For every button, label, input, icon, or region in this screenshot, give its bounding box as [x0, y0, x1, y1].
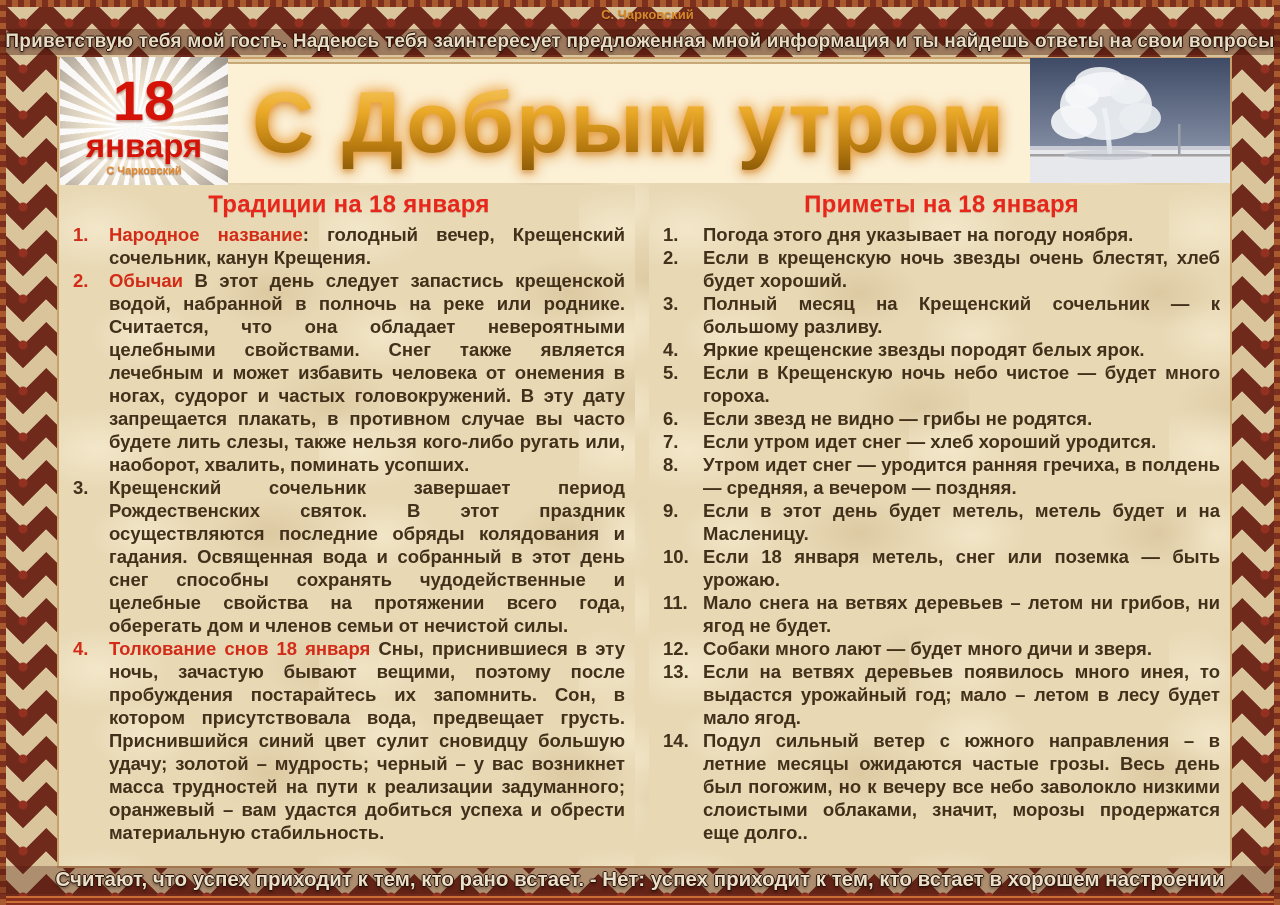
- item-number: 12.: [663, 638, 689, 659]
- item-text: Если в Крещенскую ночь небо чистое — будет много гороха.: [703, 362, 1220, 406]
- tradition-item-2: [73, 269, 625, 476]
- item-text: Если в этот день будет метель, метель будет и на Масленицу.: [703, 500, 1220, 544]
- item-text: Если звезд не видно — грибы не родятся.: [703, 408, 1093, 429]
- omen-item-1: [663, 223, 1220, 246]
- item-number: 14.: [663, 730, 689, 751]
- item-text: Погода этого дня указывает на погоду ноября.: [703, 224, 1134, 245]
- omen-item-8: [663, 453, 1220, 499]
- item-number: 3.: [73, 477, 89, 498]
- item-text: Собаки много лают — будет много дичи и зверя.: [703, 638, 1152, 659]
- item-number: 10.: [663, 546, 689, 567]
- border-stripe-left: [0, 0, 6, 905]
- omen-item-3: [663, 292, 1220, 338]
- item-number: 11.: [663, 592, 688, 613]
- item-text: Мало снега на ветвях деревьев – летом ни грибов, ни ягод не будет.: [703, 592, 1220, 636]
- tradition-item-1: [73, 223, 625, 269]
- omen-item-5: [663, 361, 1220, 407]
- item-text: Если на ветвях деревьев появилось много инея, то выдастся урожайный год; мало – летом в лесу будет мало ягод.: [703, 661, 1220, 728]
- item-number: 3.: [663, 293, 679, 314]
- item-text: Полный месяц на Крещенский сочельник — к большому разливу.: [703, 293, 1220, 337]
- omen-item-9: [663, 499, 1220, 545]
- item-number: 8.: [663, 454, 679, 475]
- item-text: Яркие крещенские звезды породят белых ярок.: [703, 339, 1145, 360]
- item-number: 9.: [663, 500, 679, 521]
- omens-panel: [649, 185, 1230, 866]
- calendar-watermark: С Чарковский: [106, 164, 182, 177]
- quote-banner-text: Считают, что успех приходит к тем, кто рано встает. - Нет: успех приходит к тем, кто встает в хорошем настроении: [55, 868, 1225, 891]
- tradition-item-4: [73, 637, 625, 844]
- item-number: 7.: [663, 431, 679, 452]
- item-number: 13.: [663, 661, 689, 682]
- item-text: Обычаи В этот день следует запастись крещенской водой, набранной в полночь на реке или роднике. Считается, что она обладает невероятными целебными свойствами. Снег также является лечебным и может избавить человека от онемения в ногах, судорог и частых головокружений. В эту дату запрещается плакать, в противном случае вы часто будете лить слезы, также нельзя кого-либо ругать или, наоборот, хвалить, поминать усопших.: [109, 270, 625, 475]
- parchment-page: [57, 57, 1232, 868]
- calendar-month: января: [85, 127, 203, 164]
- pole: [1178, 124, 1181, 154]
- item-text: Народное название: голодный вечер, Крещенский сочельник, канун Крещения.: [109, 224, 625, 268]
- item-text: Если 18 января метель, снег или поземка — быть урожаю.: [703, 546, 1220, 590]
- omen-item-11: [663, 591, 1220, 637]
- item-text: Подул сильный ветер с южного направления – в летние месяцы ожидаются частые грозы. Весь день был погожим, но к вечеру все небо заволокло низкими слоистыми облаками, значит, морозы продержатся еще долго..: [703, 730, 1220, 843]
- author-watermark: С. Чарковский: [601, 7, 694, 22]
- omens-heading: Приметы на 18 января: [804, 191, 1079, 218]
- item-number: 4.: [663, 339, 679, 360]
- omen-item-12: [663, 637, 1220, 660]
- title-panel: [228, 62, 1030, 183]
- item-text: Толкование снов 18 января Сны, приснившиеся в эту ночь, зачастую бывают вещими, поэтому после пробуждения постарайтесь их запомнить. Сон, в котором присутствовала вода, предвещает грусть. Приснившийся синий цвет сулит сновидцу большую удачу; золотой – мудрость; черный – у вас возникнет масса трудностей на пути к реализации задуманного; оранжевый – вам удастся добиться успеха и обрести материальную стабильность.: [109, 638, 625, 843]
- item-number: 1.: [73, 224, 89, 245]
- item-number: 2.: [73, 270, 89, 291]
- item-number: 4.: [73, 638, 89, 659]
- border-stripe-bottom: [0, 896, 1280, 905]
- item-number: 5.: [663, 362, 679, 383]
- calendar-day: 18: [112, 69, 176, 132]
- omen-item-6: [663, 407, 1220, 430]
- border-stripe-top: [0, 0, 1280, 7]
- greeting-banner-text: Приветствую тебя мой гость. Надеюсь тебя заинтересует предложенная мной информация и ты найдешь ответы на свои вопросы: [5, 31, 1275, 52]
- item-text: Если утром идет снег — хлеб хороший уродится.: [703, 431, 1157, 452]
- traditions-panel: [59, 185, 635, 866]
- item-text: Утром идет снег — уродится ранняя гречиха, в полдень — средняя, а вечером — поздняя.: [703, 454, 1220, 498]
- winter-tree-photo: [1030, 58, 1230, 183]
- border-stripe-right: [1274, 0, 1280, 905]
- calendar-date-badge: [60, 57, 228, 185]
- page-title: С Добрым утром: [251, 75, 1006, 171]
- quote-banner: [0, 866, 1280, 894]
- item-text: Если в крещенскую ночь звезды очень блестят, хлеб будет хороший.: [703, 247, 1220, 291]
- item-number: 1.: [663, 224, 679, 245]
- item-number: 6.: [663, 408, 679, 429]
- traditions-heading: Традиции на 18 января: [208, 191, 490, 218]
- omen-item-14: [663, 729, 1220, 844]
- omen-item-10: [663, 545, 1220, 591]
- tradition-item-3: [73, 476, 625, 637]
- omen-item-7: [663, 430, 1220, 453]
- greeting-banner: [0, 29, 1280, 55]
- omen-item-2: [663, 246, 1220, 292]
- item-text: Крещенский сочельник завершает период Рождественских святок. В этот праздник осуществляются последние обряды колядования и гадания. Освященная вода и собранный в этот день снег способны сохранять чудодейственные и целебные свойства на протяжении всего года, оберегать дом и членов семьи от нечистой силы.: [109, 477, 625, 636]
- omen-item-4: [663, 338, 1220, 361]
- item-number: 2.: [663, 247, 679, 268]
- omen-item-13: [663, 660, 1220, 729]
